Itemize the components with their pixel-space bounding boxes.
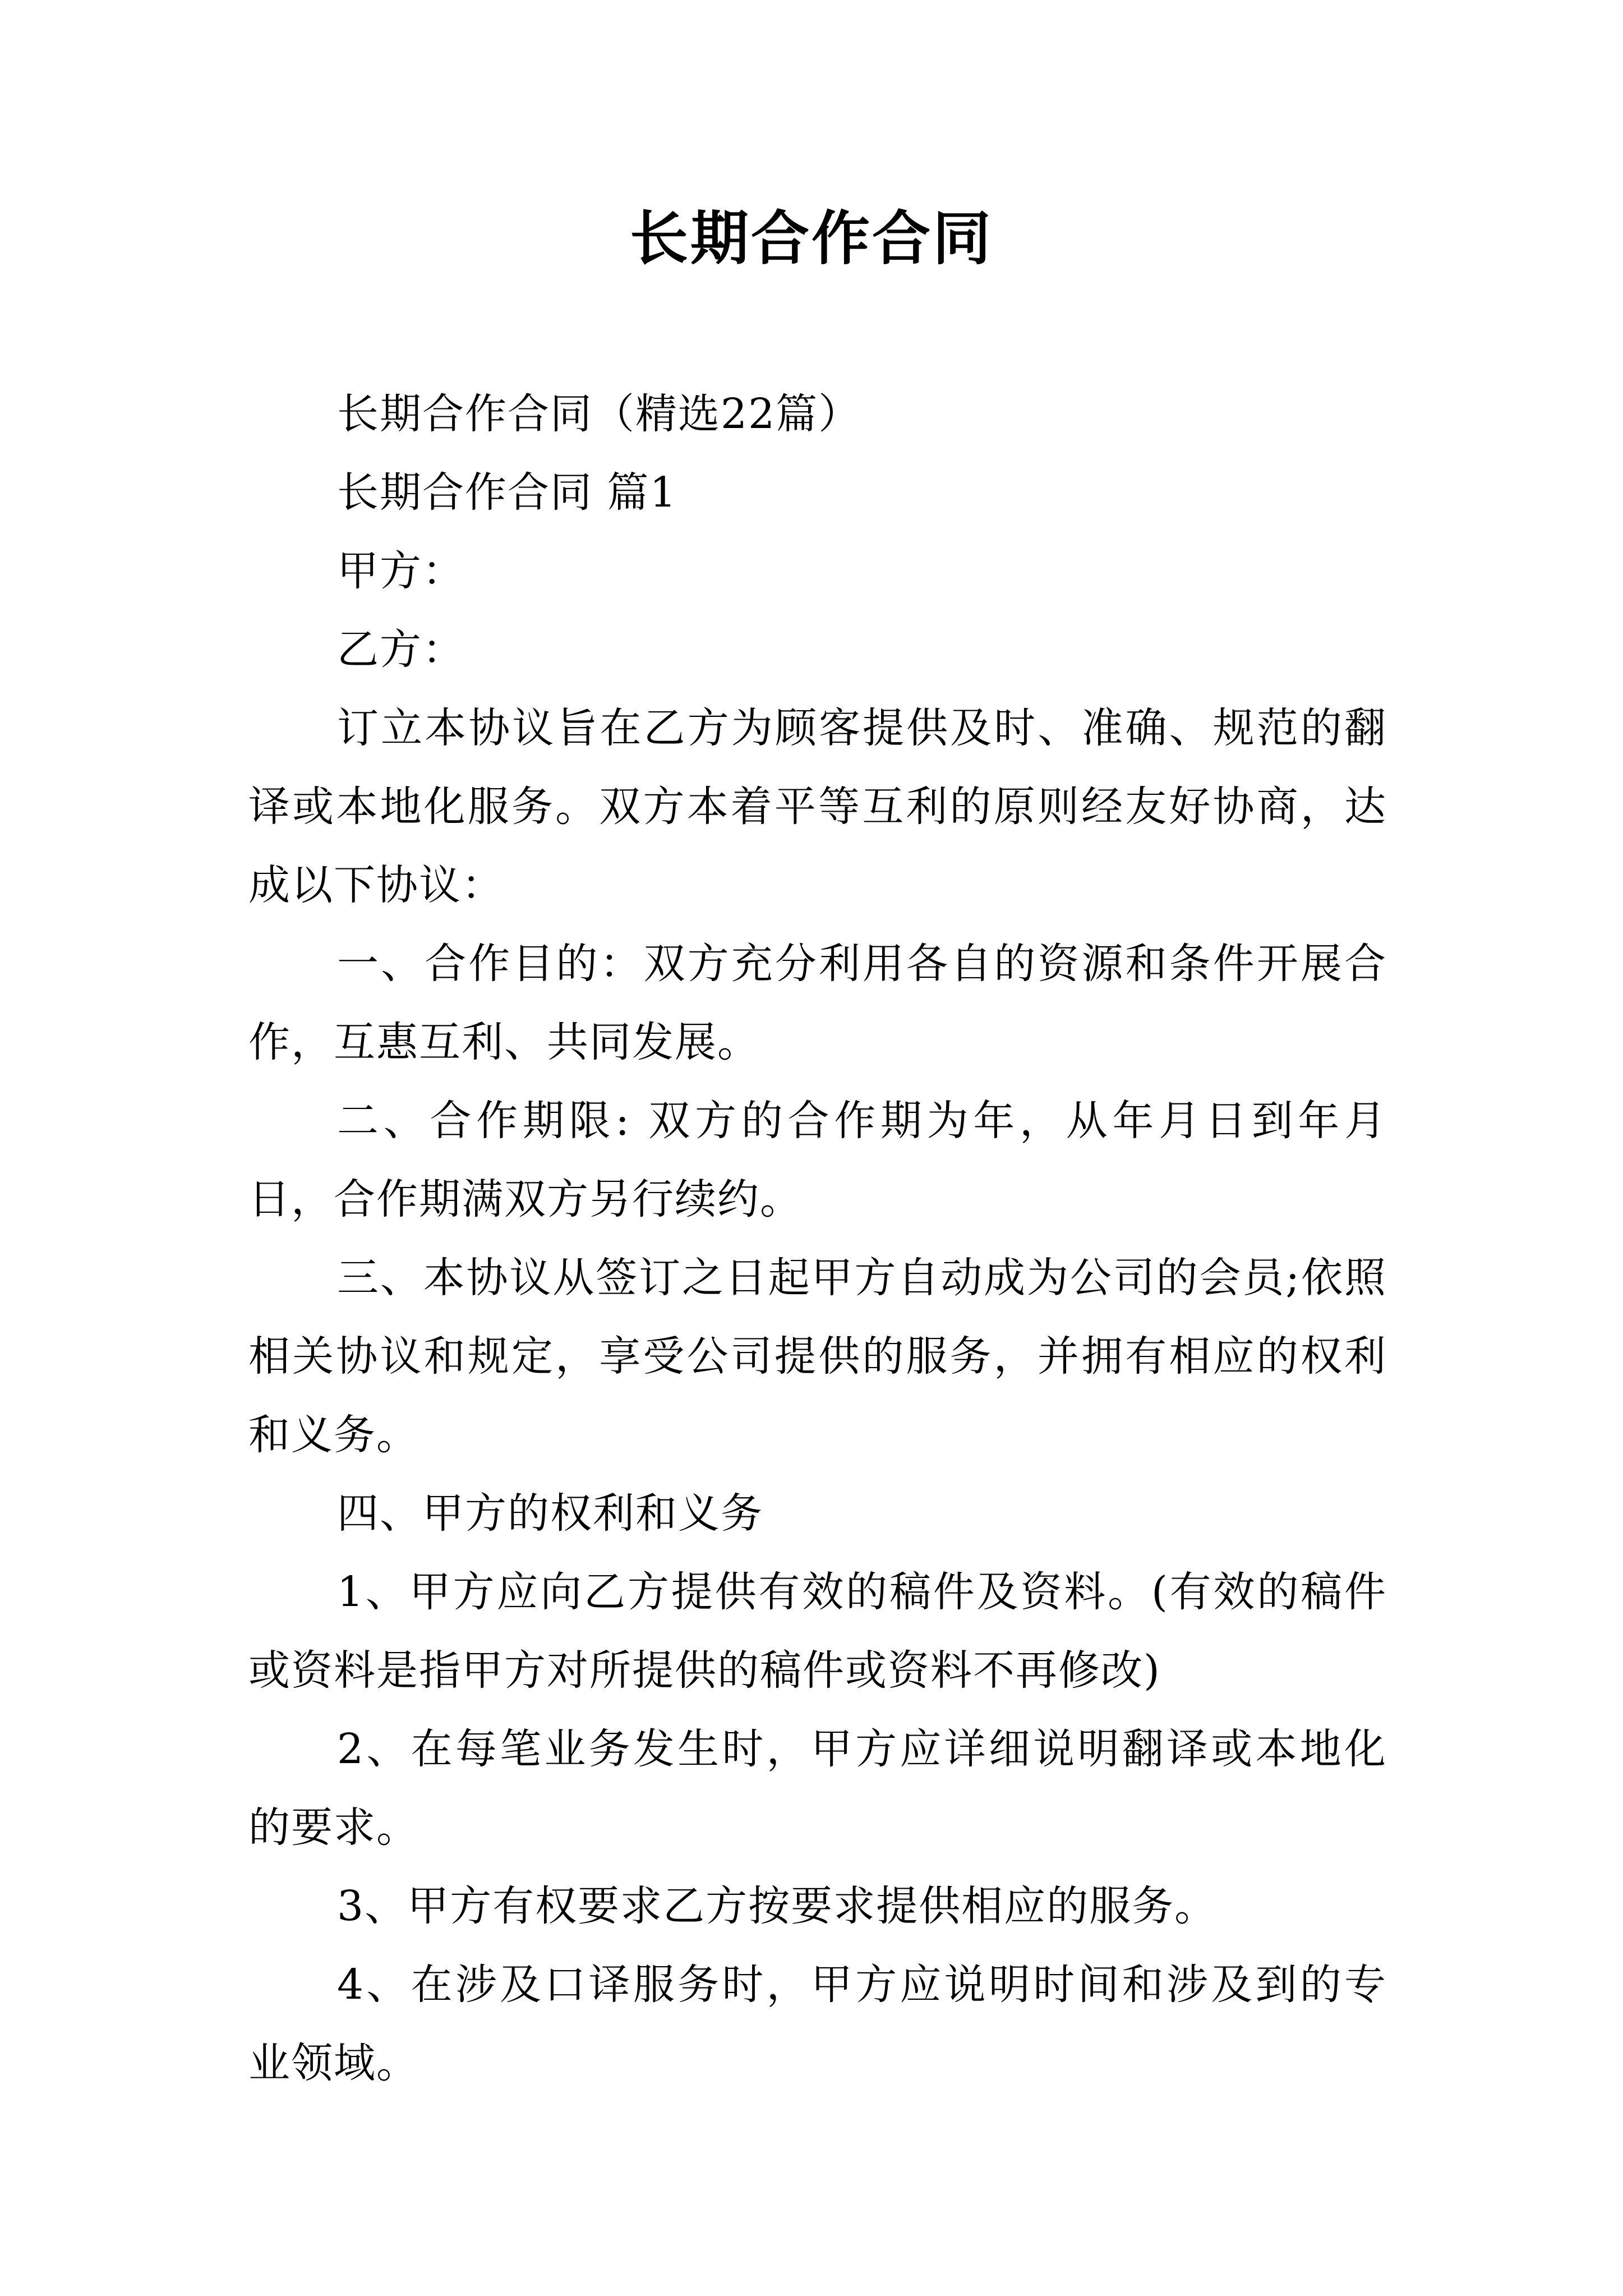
document-title: 长期合作合同: [629, 204, 993, 273]
paragraph: 3、甲方有权要求乙方按要求提供相应的服务。: [337, 1882, 1218, 1930]
paragraph: 二、合作期限: 双方的合作期为年，从年月日到年月日，合作期满双方另行续约。: [248, 1097, 1387, 1223]
paragraph: 三、本协议从签订之日起甲方自动成为公司的会员;依照相关协议和规定，享受公司提供的服务，并拥有相应的权利和义务。: [248, 1254, 1387, 1459]
paragraph: 订立本协议旨在乙方为顾客提供及时、准确、规范的翻译或本地化服务。双方本着平等互利的原则经友好协商，达成以下协议：: [248, 704, 1387, 909]
paragraph: 1、甲方应向乙方提供有效的稿件及资料。(有效的稿件或资料是指甲方对所提供的稿件或资料不再修改): [248, 1568, 1387, 1695]
paragraph: 4、在涉及口译服务时，甲方应说明时间和涉及到的专业领域。: [248, 1961, 1387, 2087]
paragraph: 长期合作合同 篇1: [337, 468, 677, 517]
paragraph: 四、甲方的权利和义务: [337, 1489, 763, 1538]
paragraph: 长期合作合同（精选22篇）: [337, 390, 861, 438]
paragraph: 一、合作目的：双方充分利用各自的资源和条件开展合作，互惠互利、共同发展。: [248, 940, 1387, 1066]
paragraph: 甲方：: [337, 547, 465, 595]
paragraph: 2、在每笔业务发生时，甲方应详细说明翻译或本地化的要求。: [248, 1725, 1387, 1852]
document-body: [248, 375, 1387, 2102]
paragraph: 乙方：: [337, 625, 465, 674]
